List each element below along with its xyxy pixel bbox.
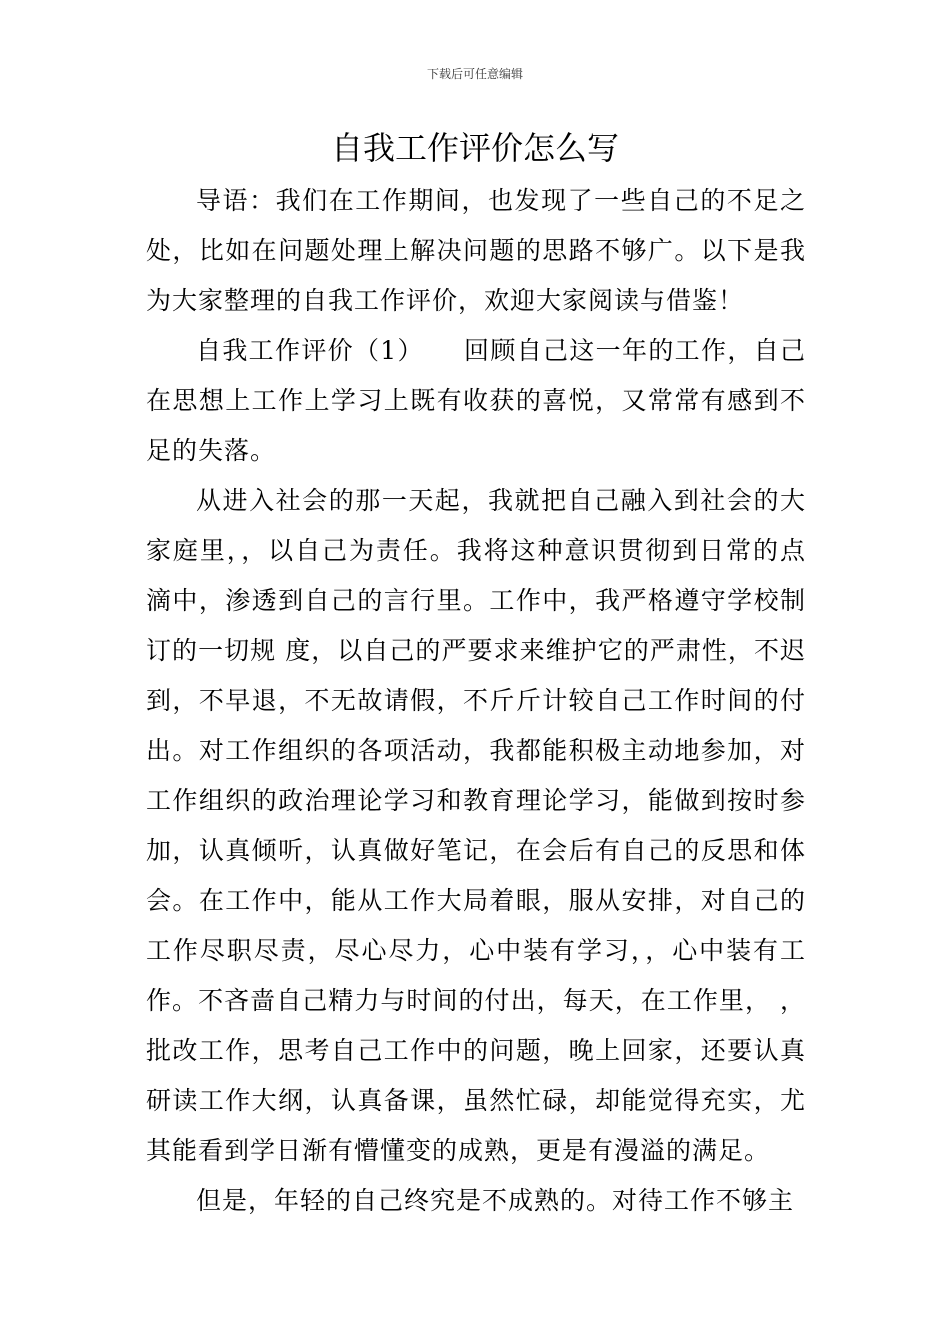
paragraph-intro: 导语：我们在工作期间，也发现了一些自己的不足之处，比如在问题处理上解决问题的思路不够广。以下是我为大家整理的自我工作评价，欢迎大家阅读与借鉴！ <box>146 186 806 315</box>
header-note: 下载后可任意编辑 <box>426 67 523 81</box>
paragraph-shortcomings: 但是，年轻的自己终究是不成熟的。对待工作不够主 <box>196 1186 795 1215</box>
paragraph-evaluation-1: 自我工作评价（1） 回顾自己这一年的工作，自己在思想上工作上学习上既有收获的喜悦，又常常有感到不足的失落。 <box>146 336 806 465</box>
paragraph-work-attitude: 从进入社会的那一天起，我就把自己融入到社会的大家庭里，，以自己为责任。我将这种意识贯彻到日常的点滴中，渗透到自己的言行里。工作中，我严格遵守学校制订的一切规 度，以自己的严要求来维护它的严肃性，不迟到，不早退，不无故请假，不斤斤计较自己工作时间的付出。对工作组织的各项活动，我都能积极主动地参加，对工作组织的政治理论学习和教育理论学习，能做到按时参加，认真倾听，认真做好笔记，在会后有自己的反思和体会。在工作中，能从工作大局着眼，服从安排，对自己的工作尽职尽责，尽心尽力，心中装有学习，，心中装有工作。不吝啬自己精力与时间的付出，每天，在工作里， ，批改工作，思考自己工作中的问题，晚上回家，还要认真研读工作大纲，认真备课，虽然忙碌，却能觉得充实，尤其能看到学日渐有懵懂变的成熟，更是有漫溢的满足。 <box>146 486 806 1165</box>
document-title: 自我工作评价怎么写 <box>330 129 619 167</box>
document-body <box>146 176 806 1226</box>
